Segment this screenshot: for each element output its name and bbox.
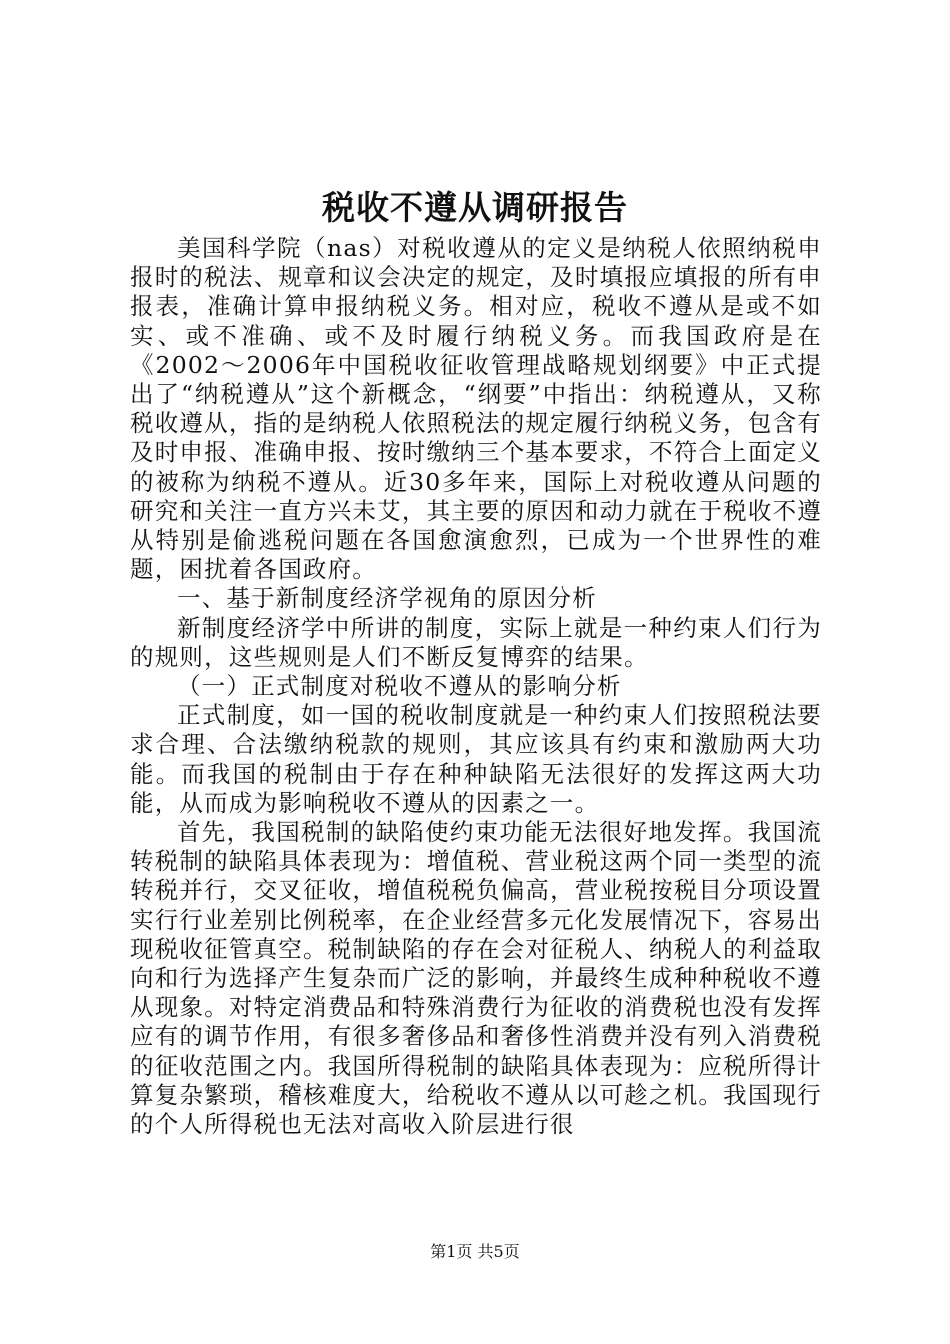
paragraph-institution: 新制度经济学中所讲的制度，实际上就是一种约束人们行为的规则，这些规则是人们不断反复博弈的结果。 — [130, 613, 822, 671]
page-number-footer: 第1页 共5页 — [430, 1242, 520, 1261]
document-body — [130, 234, 822, 1139]
subsection-heading-1: （一）正式制度对税收不遵从的影响分析 — [177, 672, 622, 701]
section-heading-1: 一、基于新制度经济学视角的原因分析 — [177, 584, 597, 613]
document-title: 税收不遵从调研报告 — [322, 188, 628, 227]
paragraph-intro: 美国科学院（nas）对税收遵从的定义是纳税人依照纳税申报时的税法、规章和议会决定的规定，及时填报应填报的所有申报表，准确计算申报纳税义务。相对应，税收不遵从是或不如实、或不准确、或不及时履行纳税义务。而我国政府是在《2002～2006年中国税收征收管理战略规划纲要》中正式提出了“纳税遵从”这个新概念，“纲要”中指出：纳税遵从，又称税收遵从，指的是纳税人依照税法的规定履行纳税义务，包含有及时申报、准确申报、按时缴纳三个基本要求，不符合上面定义的被称为纳税不遵从。近30多年来，国际上对税收遵从问题的研究和关注一直方兴未艾，其主要的原因和动力就在于税收不遵从特别是偷逃税问题在各国愈演愈烈，已成为一个世界性的难题，困扰着各国政府。 — [130, 234, 822, 584]
paragraph-formal-system: 正式制度，如一国的税收制度就是一种约束人们按照税法要求合理、合法缴纳税款的规则，其应该具有约束和激励两大功能。而我国的税制由于存在种种缺陷无法很好的发挥这两大功能，从而成为影响税收不遵从的因素之一。 — [130, 701, 822, 817]
paragraph-tax-defects: 首先，我国税制的缺陷使约束功能无法很好地发挥。我国流转税制的缺陷具体表现为：增值税、营业税这两个同一类型的流转税并行，交叉征收，增值税税负偏高，营业税按税目分项设置实行行业差别比例税率，在企业经营多元化发展情况下，容易出现税收征管真空。税制缺陷的存在会对征税人、纳税人的利益取向和行为选择产生复杂而广泛的影响，并最终生成种种税收不遵从现象。对特定消费品和特殊消费行为征收的消费税也没有发挥应有的调节作用，有很多奢侈品和奢侈性消费并没有列入消费税的征收范围之内。我国所得税制的缺陷具体表现为：应税所得计算复杂繁琐，稽核难度大，给税收不遵从以可趁之机。我国现行的个人所得税也无法对高收入阶层进行很 — [130, 818, 822, 1139]
